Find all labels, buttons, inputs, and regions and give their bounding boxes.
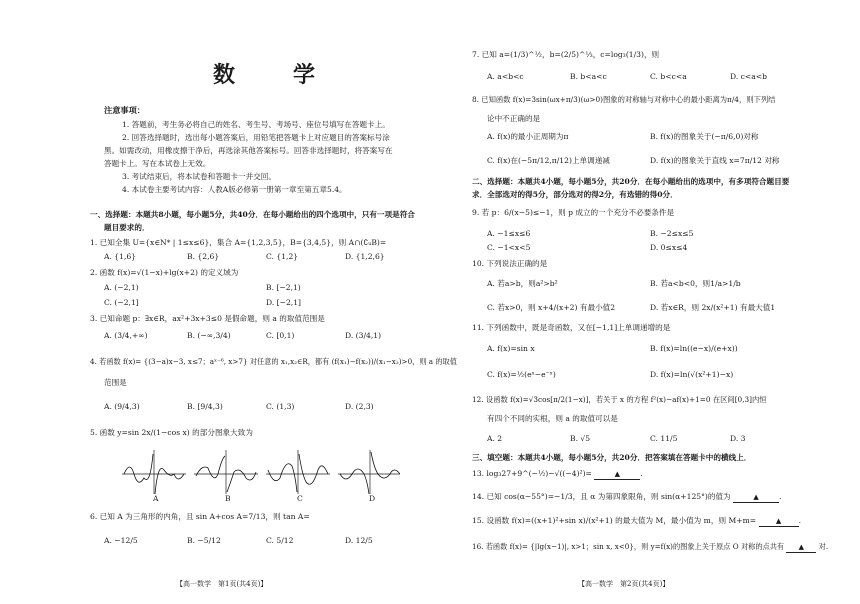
question-14-text: 14. 已知 cos(α−55°)=−1/3，且 α 为第四象限角，则 sin(α+125°)的值为 bbox=[472, 492, 731, 501]
notice-line: 答题卡上。写在本试卷上无效。 bbox=[104, 159, 211, 168]
q6-option-b: B. −5/12 bbox=[187, 536, 221, 545]
q2-option-b: B. [−2,1) bbox=[266, 283, 301, 292]
question-14: 14. 已知 cos(α−55°)=−1/3，且 α 为第四象限角，则 sin(α+125°)的值为 ▲ . bbox=[472, 492, 782, 501]
graph-label-b: B bbox=[225, 494, 231, 503]
question-4-cont: 范围是 bbox=[104, 378, 127, 387]
notice-line: 3. 考试结束后，将本试卷和答题卡一并交回。 bbox=[122, 172, 276, 181]
question-10: 10. 下列说法正确的是 bbox=[472, 259, 548, 268]
q8-option-a: A. f(x)的最小正周期为π bbox=[487, 132, 569, 141]
question-6: 6. 已知 A 为三角形的内角，且 sin A+cos A=7/13，则 tan A= bbox=[90, 512, 310, 521]
q11-option-d: D. f(x)=ln(√(x²+1)−x) bbox=[650, 370, 734, 379]
q3-option-b: B. (−∞,3/4) bbox=[187, 331, 231, 340]
q10-option-a: A. 若a>b，则a²>b² bbox=[487, 279, 558, 288]
graph-label-a: A bbox=[153, 494, 159, 503]
question-16-text: 16. 若函数 f(x)= {|lg(x−1)|, x>1；sin x, x<0}，则 y=f(x)的图象上关于原点 O 对称的点共有 bbox=[472, 542, 785, 551]
q2-option-a: A. (−2,1) bbox=[104, 283, 139, 292]
question-1: 1. 已知全集 U={x∈N* | 1≤x≤6}，集合 A={1,2,3,5}，B={3,4,5}，则 A∩(∁ᵤB)= bbox=[90, 238, 387, 247]
question-8: 8. 已知函数 f(x)=3sin(ωx+π/3)(ω>0)图象的对称轴与对称中心的最小距离为π/4，则下列结 bbox=[472, 95, 776, 104]
q8-option-c: C. f(x)在(−5π/12,π/12)上单调递减 bbox=[487, 156, 610, 165]
blank-marker: ▲ bbox=[775, 517, 782, 525]
q5-graphs bbox=[120, 444, 400, 502]
notice-line: 4. 本试卷主要考试内容：人教A版必修第一册第一章至第五章5.4。 bbox=[122, 185, 347, 194]
q4-option-c: C. (1,3) bbox=[266, 402, 295, 411]
q9-option-b: B. −2≤x≤5 bbox=[650, 229, 694, 238]
q4-option-b: B. [9/4,3) bbox=[187, 402, 223, 411]
q4-option-a: A. (9/4,3) bbox=[104, 402, 140, 411]
q12-option-d: D. 3 bbox=[730, 434, 746, 443]
q6-option-d: D. 12/5 bbox=[345, 536, 373, 545]
graph-b bbox=[194, 450, 258, 494]
question-5: 5. 函数 y=sin 2x/(1−cos x) 的部分图象大致为 bbox=[90, 428, 253, 437]
q4-option-d: D. (2,3) bbox=[345, 402, 374, 411]
section-two-heading-cont: 求．全部选对的得5分，部分选对的得2分，有选错的得0分． bbox=[472, 190, 678, 199]
question-13-text: 13. log₃27+9^(−½)−√((−4)²)= bbox=[472, 469, 592, 478]
right-page bbox=[430, 0, 860, 604]
q11-option-a: A. f(x)=sin x bbox=[487, 344, 535, 353]
question-12: 12. 设函数 f(x)=√3cos[π/2(1−x)]，若关于 x 的方程 f²(x)−af(x)+1=0 在区间[0,3]内恒 bbox=[472, 395, 767, 404]
question-3: 3. 已知命题 p：∃x∈R，ax²+3x+3≤0 是假命题，则 a 的取值范围是 bbox=[90, 314, 325, 323]
q12-option-b: B. √5 bbox=[570, 434, 591, 443]
notice-line: 2. 回答选择题时，选出每小题答案后，用铅笔把答题卡上对应题目的答案标号涂 bbox=[122, 133, 390, 142]
answer-blank-16 bbox=[786, 542, 816, 553]
answer-blank-14 bbox=[733, 492, 779, 503]
question-15: 15. 设函数 f(x)=((x+1)²+sin x)/(x²+1) 的最大值为 M，最小值为 m，则 M+m= ▲ . bbox=[472, 516, 802, 525]
q9-option-d: D. 0≤x≤4 bbox=[650, 243, 688, 252]
notice-line: 1. 答题前，考生务必将自己的姓名、考生号、考场号、座位号填写在答题卡上。 bbox=[122, 120, 390, 129]
q8-option-d: D. f(x)的图象关于直线 x=7π/12 对称 bbox=[650, 156, 780, 165]
q3-option-c: C. [0,1) bbox=[266, 331, 295, 340]
question-13: 13. log₃27+9^(−½)−√((−4)²)= ▲ . bbox=[472, 469, 643, 478]
question-16 bbox=[472, 542, 828, 553]
q10-option-d: D. 若x∈R，则 2x/(x²+1) 有最大值1 bbox=[650, 303, 776, 312]
graph-d bbox=[338, 450, 400, 494]
q1-option-d: D. {1,2,6} bbox=[345, 252, 385, 261]
q7-option-d: D. c<a<b bbox=[730, 72, 768, 81]
q7-option-c: C. b<c<a bbox=[650, 72, 687, 81]
q11-option-b: B. f(x)=ln((e−x)/(e+x)) bbox=[650, 344, 738, 353]
q1-option-c: C. {1,2} bbox=[266, 252, 299, 261]
answer-blank-15 bbox=[759, 516, 799, 527]
graph-label-c: C bbox=[297, 494, 303, 503]
q1-option-a: A. {1,6} bbox=[104, 252, 137, 261]
question-9: 9. 若 p：6/(x−5)≤−1，则 p 成立的一个充分不必要条件是 bbox=[472, 208, 675, 217]
graph-label-d: D bbox=[369, 494, 376, 503]
graph-c bbox=[266, 450, 330, 494]
q12-option-a: A. 2 bbox=[487, 434, 503, 443]
q6-option-a: A. −12/5 bbox=[104, 536, 138, 545]
q2-option-d: D. [−2,1] bbox=[266, 298, 302, 307]
q7-option-a: A. a<b<c bbox=[487, 72, 524, 81]
q8-option-b: B. f(x)的图象关于(−π/6,0)对称 bbox=[650, 132, 759, 141]
q6-option-c: C. 5/12 bbox=[266, 536, 294, 545]
blank-marker: ▲ bbox=[753, 493, 759, 501]
question-7: 7. 已知 a=(1/3)^½，b=(2/5)^⅓，c=log₃(1/3)，则 bbox=[472, 50, 660, 59]
q11-option-c: C. f(x)=½(eˣ−e⁻ˣ) bbox=[487, 370, 556, 379]
page-footer-left: 【高一数学 第1页(共4页)】 bbox=[176, 580, 268, 588]
q2-option-c: C. (−2,1] bbox=[104, 298, 139, 307]
page-footer-right: 【高一数学 第2页(共4页)】 bbox=[578, 580, 670, 588]
section-two-heading: 二、选择题：本题共4小题，每小题5分，共20分．在每小题给出的选项中，有多项符合题目要 bbox=[472, 177, 790, 186]
q10-option-c: C. 若x>0，则 x+4/(x+2) 有最小值2 bbox=[487, 303, 616, 312]
question-12-cont: 有四个不同的实根，则 a 的取值可以是 bbox=[487, 414, 618, 423]
question-11: 11. 下列函数中，既是奇函数，又在[−1,1]上单调递增的是 bbox=[472, 323, 671, 332]
q12-option-c: C. 11/5 bbox=[650, 434, 678, 443]
section-one-heading-cont: 题目要求的． bbox=[104, 223, 150, 232]
question-4: 4. 若函数 f(x)= {(3−a)x−3, x≤7；aˣ⁻⁶, x>7} 对任意的 x₁,x₂∈R，都有 (f(x₁)−f(x₂))/(x₁−x₂)>0，则 a 的取值 bbox=[90, 357, 457, 366]
q7-option-b: B. b<a<c bbox=[570, 72, 607, 81]
graph-a bbox=[122, 450, 186, 494]
section-one-heading: 一、选择题：本题共8小题，每小题5分，共40分．在每小题给出的四个选项中，只有一项是符合 bbox=[90, 210, 415, 219]
q1-option-b: B. {2,6} bbox=[187, 252, 220, 261]
blank-marker: ▲ bbox=[798, 543, 805, 551]
question-2: 2. 函数 f(x)=√(1−x)+lg(x+2) 的定义域为 bbox=[90, 268, 239, 277]
question-16-tail: 对. bbox=[818, 542, 829, 551]
blank-marker: ▲ bbox=[614, 470, 621, 478]
q9-option-a: A. −1≤x≤6 bbox=[487, 229, 531, 238]
q10-option-b: B. 若a<b<0，则1/a>1/b bbox=[650, 279, 741, 288]
q9-option-c: C. −1<x<5 bbox=[487, 243, 531, 252]
answer-blank-13 bbox=[594, 469, 640, 480]
q3-option-d: D. (3/4,1) bbox=[345, 331, 382, 340]
exam-title: 数 学 bbox=[213, 62, 334, 88]
section-three-heading: 三、填空题：本题共4小题，每小题5分，共20分．把答案填在答题卡中的横线上． bbox=[472, 453, 752, 462]
question-8-cont: 论中不正确的是 bbox=[487, 114, 541, 123]
notice-title: 注意事项： bbox=[104, 105, 145, 115]
notice-line: 黑。如需改动，用橡皮擦干净后，再选涂其他答案标号。回答非选择题时，将答案写在 bbox=[104, 146, 393, 155]
question-15-text: 15. 设函数 f(x)=((x+1)²+sin x)/(x²+1) 的最大值为 M，最小值为 m，则 M+m= bbox=[472, 516, 757, 525]
q3-option-a: A. (3/4,+∞) bbox=[104, 331, 148, 340]
